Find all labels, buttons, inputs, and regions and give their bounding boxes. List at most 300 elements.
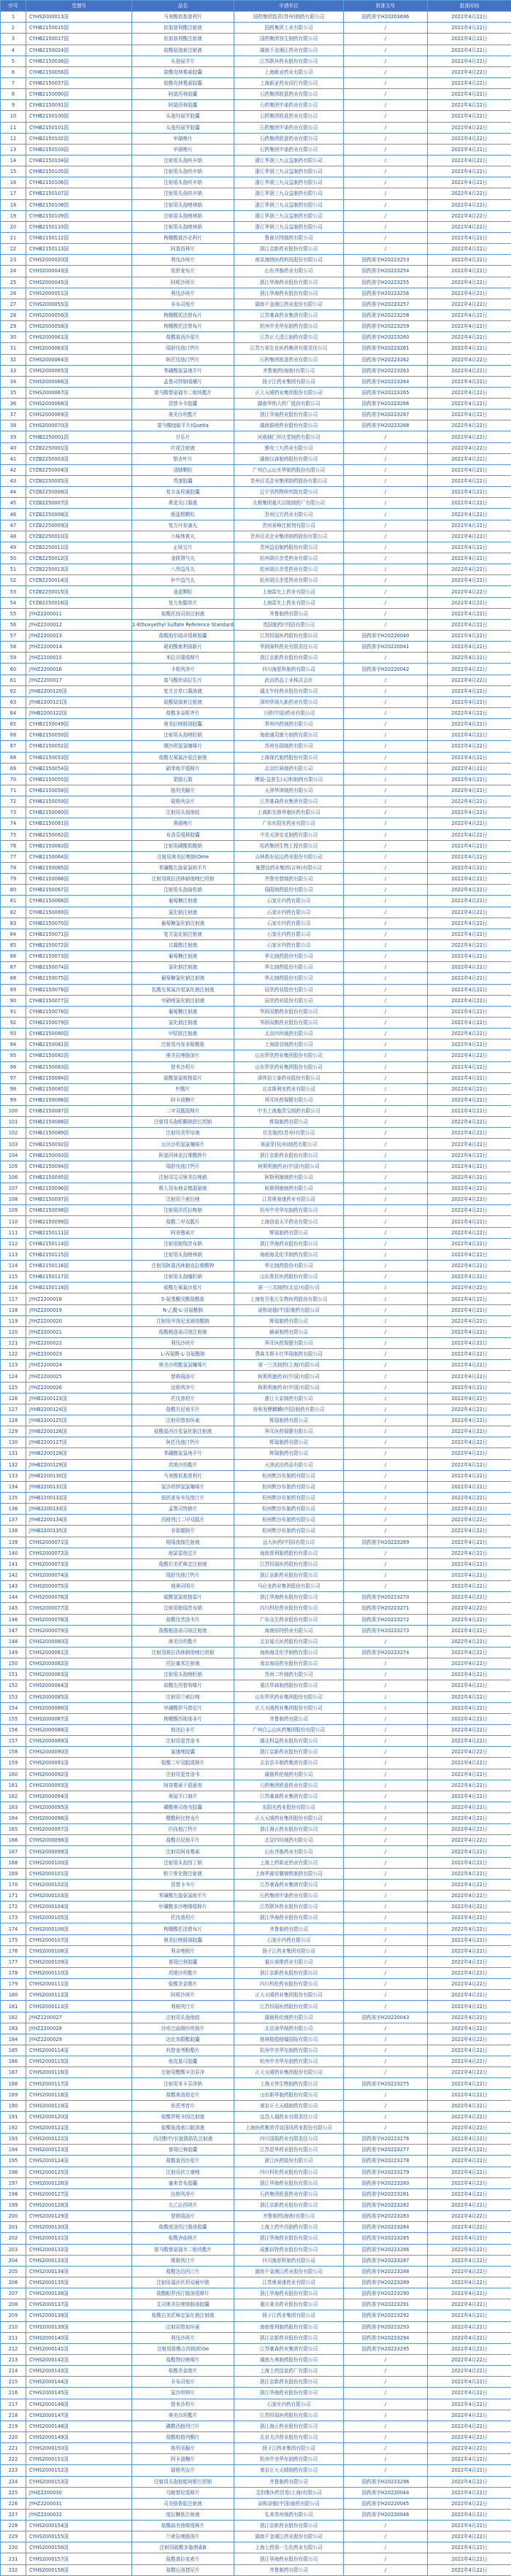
cell-applicant: 卫材(中国)药业有限公司 (234, 708, 344, 719)
cell-drug-name: 复方血栓通胶囊 (132, 487, 234, 498)
cell-applicant: 齐鲁制药有限公司 (234, 2564, 344, 2575)
cell-index: 11 (1, 122, 26, 133)
cell-index: 49 (1, 542, 26, 553)
cell-approval-no: / (344, 1702, 428, 1713)
table-row (1, 1791, 511, 1802)
cell-applicant: 浙江华润三九众益制药有限公司 (234, 210, 344, 221)
cell-drug-name: 注射用阿奇霉素 (132, 1846, 234, 1857)
table-row (1, 1581, 511, 1592)
cell-drug-name: 注射用头孢曲松钠 (132, 885, 234, 896)
cell-index: 101 (1, 1117, 26, 1128)
cell-approval-date: 2022年4月22日 (428, 653, 511, 664)
table-row (1, 1172, 511, 1183)
table-row (1, 266, 511, 277)
cell-acceptance-no: CYHS2000124国 (26, 2156, 132, 2166)
cell-approval-no: / (344, 2443, 428, 2454)
cell-drug-name: 盐酸贝尼地平片 (132, 1835, 234, 1846)
cell-approval-date: 2022年4月22日 (428, 1680, 511, 1691)
cell-approval-date: 2022年4月22日 (428, 696, 511, 707)
table-row (1, 708, 511, 719)
cell-approval-no: / (344, 1769, 428, 1780)
cell-index: 208 (1, 2299, 26, 2310)
cell-approval-date: 2022年4月22日 (428, 2089, 511, 2100)
cell-index: 7 (1, 77, 26, 88)
cell-acceptance-no: CYZB2250016国 (26, 597, 132, 608)
cell-index: 205 (1, 2266, 26, 2277)
cell-approval-date: 2022年4月22日 (428, 2177, 511, 2188)
table-row (1, 23, 511, 34)
table-row (1, 210, 511, 221)
cell-index: 130 (1, 1437, 26, 1448)
cell-acceptance-no: CYHB2150067国 (26, 885, 132, 896)
cell-applicant: 吉林敖东延边药业股份有限公司 (234, 851, 344, 862)
table-row (1, 2421, 511, 2431)
cell-approval-date: 2022年4月22日 (428, 2067, 511, 2078)
cell-applicant: 山东新华制药股份有限公司 (234, 2089, 344, 2100)
cell-drug-name: 5-氨基酮戊酸盐酸盐 (132, 1293, 234, 1304)
cell-acceptance-no: CYHS2000111国 (26, 1979, 132, 1990)
cell-applicant: 海南普利制药股份有限公司 (234, 2321, 344, 2332)
cell-approval-no: / (344, 476, 428, 487)
cell-applicant: 马应龙药业集团股份有限公司 (234, 1581, 344, 1592)
cell-approval-date: 2022年4月22日 (428, 674, 511, 685)
cell-approval-no: / (344, 1945, 428, 1956)
cell-approval-date: 2022年4月22日 (428, 1293, 511, 1304)
cell-acceptance-no: CYHS2000154国 (26, 2521, 132, 2531)
cell-approval-date: 2022年4月22日 (428, 1824, 511, 1835)
table-row (1, 2343, 511, 2354)
cell-applicant: 浙江华海药业股份有限公司 (234, 2177, 344, 2188)
cell-approval-date: 2022年4月22日 (428, 1879, 511, 1890)
cell-approval-no: / (344, 619, 428, 630)
cell-index: 88 (1, 973, 26, 984)
cell-approval-no: / (344, 597, 428, 608)
cell-approval-date: 2022年4月22日 (428, 1956, 511, 1967)
cell-approval-no: 国药准字H20223263 (344, 365, 428, 376)
cell-drug-name: 盐酸普拉克索片 (132, 2553, 234, 2564)
cell-index: 19 (1, 210, 26, 221)
cell-drug-name: 叶酸片 (132, 1083, 234, 1094)
table-row (1, 77, 511, 88)
cell-index: 196 (1, 2166, 26, 2177)
cell-applicant: 华北制药股份有限公司 (234, 973, 344, 984)
cell-acceptance-no: CYHS2000055国 (26, 299, 132, 309)
cell-applicant: 石家庄四药有限公司 (234, 918, 344, 928)
cell-applicant: 住友制药(苏州)有限公司 (234, 1128, 344, 1139)
cell-index: 29 (1, 321, 26, 332)
cell-applicant: 成都倍特药业股份有限公司 (234, 2244, 344, 2255)
table-row (1, 586, 511, 597)
cell-applicant: 浙江华海药业股份有限公司 (234, 2553, 344, 2564)
cell-applicant: 中美上海施贵宝制药有限公司 (234, 1106, 344, 1117)
cell-acceptance-no: CYHS2000090国 (26, 1747, 132, 1758)
cell-index: 191 (1, 2111, 26, 2122)
cell-applicant: 海南通用康力制药有限公司 (234, 730, 344, 741)
cell-approval-date: 2022年4月22日 (428, 1625, 511, 1636)
table-row (1, 288, 511, 299)
table-row (1, 741, 511, 752)
cell-acceptance-no: CYHS2000157国 (26, 2553, 132, 2564)
cell-approval-date: 2022年4月22日 (428, 1713, 511, 1724)
cell-approval-no: / (344, 1426, 428, 1437)
cell-applicant: 诺和诺德(中国)制药有限公司 (234, 2498, 344, 2509)
cell-approval-date: 2022年4月22日 (428, 1106, 511, 1117)
cell-approval-no: / (344, 133, 428, 144)
cell-approval-date: 2022年4月22日 (428, 2255, 511, 2266)
cell-approval-no: 国药准字H20223271 (344, 1603, 428, 1614)
cell-approval-date: 2022年4月22日 (428, 321, 511, 332)
table-row (1, 1724, 511, 1735)
cell-index: 169 (1, 1868, 26, 1879)
cell-approval-no: / (344, 1912, 428, 1923)
cell-approval-no: / (344, 1470, 428, 1481)
table-row (1, 1515, 511, 1526)
table-row (1, 1437, 511, 1448)
cell-approval-date: 2022年4月22日 (428, 2034, 511, 2045)
cell-drug-name: 盐酸曲美他嗪缓释片 (132, 2521, 234, 2531)
cell-approval-no: / (344, 34, 428, 45)
cell-approval-date: 2022年4月22日 (428, 730, 511, 741)
cell-acceptance-no: JYHZ2200012 (26, 619, 132, 630)
cell-applicant: 四川科伦药业股份有限公司 (234, 1979, 344, 1990)
cell-approval-no: / (344, 1979, 428, 1990)
cell-approval-no: 国药准字H20220044 (344, 2487, 428, 2498)
table-row (1, 1891, 511, 1902)
cell-drug-name: 甲磺酸伊马替尼片 (132, 1702, 234, 1713)
cell-applicant: 江苏恒瑞医药股份有限公司 (234, 631, 344, 642)
cell-approval-no: / (344, 2111, 428, 2122)
cell-approval-date: 2022年4月22日 (428, 2454, 511, 2465)
cell-index: 232 (1, 2564, 26, 2575)
cell-acceptance-no: CYHS2000058国 (26, 321, 132, 332)
cell-index: 24 (1, 266, 26, 277)
header-index: 序号 (1, 1, 26, 12)
cell-index: 110 (1, 1216, 26, 1227)
cell-drug-name: 阿奇霉素干混悬剂 (132, 1780, 234, 1791)
table-row (1, 2354, 511, 2365)
cell-approval-date: 2022年4月22日 (428, 2045, 511, 2056)
cell-drug-name: 利伐沙班片 (132, 1338, 234, 1349)
cell-approval-date: 2022年4月22日 (428, 1912, 511, 1923)
cell-acceptance-no: CYHS2000152国 (26, 2465, 132, 2476)
cell-applicant: 辉瑞制药有限公司 (234, 1415, 344, 1426)
table-row (1, 1061, 511, 1072)
table-row (1, 1272, 511, 1283)
cell-acceptance-no: JYHZ2200015 (26, 653, 132, 664)
cell-approval-date: 2022年4月22日 (428, 1360, 511, 1371)
cell-approval-date: 2022年4月22日 (428, 1614, 511, 1625)
cell-drug-name: 复方丹参滴丸 (132, 520, 234, 531)
cell-drug-name: 普瑞巴林胶囊 (132, 2145, 234, 2156)
cell-acceptance-no: CYHS2000135国 (26, 2277, 132, 2288)
cell-applicant: 辉瑞制药有限公司 (234, 1437, 344, 1448)
cell-acceptance-no: CYZB2250001国 (26, 442, 132, 453)
cell-approval-date: 2022年4月22日 (428, 2100, 511, 2111)
cell-index: 199 (1, 2199, 26, 2210)
cell-approval-date: 2022年4月22日 (428, 255, 511, 266)
cell-approval-no: / (344, 1526, 428, 1537)
cell-approval-no: / (344, 232, 428, 243)
table-row (1, 2531, 511, 2542)
cell-applicant: 杭州中美华东制药有限公司 (234, 2056, 344, 2067)
cell-applicant: 石药集团欧意药业有限公司 (234, 111, 344, 122)
cell-applicant: 常州四药制药有限公司 (234, 719, 344, 730)
cell-acceptance-no: CYHS2000056国 (26, 309, 132, 320)
cell-drug-name: 甲磺酸多沙唑嗪缓释片 (132, 1902, 234, 1912)
table-row (1, 299, 511, 309)
table-row (1, 1194, 511, 1205)
cell-approval-no: / (344, 1261, 428, 1272)
table-row (1, 2454, 511, 2465)
cell-acceptance-no: JYHB2200124国 (26, 1404, 132, 1415)
cell-index: 222 (1, 2454, 26, 2465)
cell-acceptance-no: CYHS2000075国 (26, 1581, 132, 1592)
cell-acceptance-no: CYHS2000156国 (26, 2542, 132, 2553)
cell-acceptance-no: CYHS2000118国 (26, 2089, 132, 2100)
cell-index: 47 (1, 520, 26, 531)
table-row (1, 1736, 511, 1747)
cell-drug-name: 氯化钠注射液 (132, 1017, 234, 1028)
cell-applicant: 武田药品工业株式会社 (234, 674, 344, 685)
table-row (1, 55, 511, 66)
table-row (1, 1083, 511, 1094)
cell-drug-name: 盐酸美金刚片 (132, 2366, 234, 2377)
cell-drug-name: L-丙氨酰-L-谷氨酰胺 (132, 1349, 234, 1360)
cell-applicant: 阿斯利康药业(中国)有限公司 (234, 1161, 344, 1172)
table-row (1, 1393, 511, 1404)
cell-drug-name: 注射用泮托拉唑钠 (132, 1205, 234, 1216)
cell-index: 123 (1, 1360, 26, 1371)
cell-acceptance-no: CYHB2150100国 (26, 111, 132, 122)
cell-applicant: 浙江京新药业股份有限公司 (234, 1569, 344, 1580)
cell-index: 77 (1, 851, 26, 862)
cell-index: 182 (1, 2012, 26, 2023)
cell-drug-name: 瑞格列奈片 (132, 2465, 234, 2476)
cell-acceptance-no: CYHB2150106国 (26, 177, 132, 188)
cell-approval-date: 2022年4月22日 (428, 2476, 511, 2487)
cell-approval-date: 2022年4月22日 (428, 2332, 511, 2343)
cell-index: 111 (1, 1227, 26, 1238)
cell-index: 33 (1, 365, 26, 376)
cell-index: 26 (1, 288, 26, 299)
cell-drug-name: 枸橼酸莫沙必利片 (132, 232, 234, 243)
table-row (1, 1625, 511, 1636)
cell-applicant: 上海新亚药业有限公司 (234, 66, 344, 77)
cell-applicant: 江苏联环药业股份有限公司 (234, 1902, 344, 1912)
cell-approval-no: / (344, 1326, 428, 1337)
cell-approval-date: 2022年4月22日 (428, 34, 511, 45)
cell-acceptance-no: CYHB2150060国 (26, 807, 132, 818)
cell-approval-date: 2022年4月22日 (428, 1891, 511, 1902)
cell-approval-date: 2022年4月22日 (428, 1902, 511, 1912)
cell-approval-date: 2022年4月22日 (428, 1128, 511, 1139)
cell-index: 82 (1, 907, 26, 918)
cell-applicant: 浙江京新药业股份有限公司 (234, 1968, 344, 1979)
cell-applicant: 齐鲁制药有限公司 (234, 1713, 344, 1724)
cell-approval-no: / (344, 553, 428, 564)
table-row (1, 553, 511, 564)
cell-applicant: 杭州胡庆余堂药业有限公司 (234, 553, 344, 564)
cell-acceptance-no: JYHZ2200014 (26, 642, 132, 653)
cell-applicant: 浙江华润三九众益制药有限公司 (234, 155, 344, 166)
cell-index: 142 (1, 1569, 26, 1580)
cell-approval-no: / (344, 1724, 428, 1735)
cell-applicant: 重庆莱美药业股份有限公司 (234, 2299, 344, 2310)
cell-index: 216 (1, 2388, 26, 2399)
cell-applicant: 中美天津史克制药有限公司 (234, 829, 344, 840)
cell-approval-date: 2022年4月22日 (428, 1094, 511, 1105)
cell-approval-no: 国药准字H20223293 (344, 2321, 428, 2332)
cell-acceptance-no: CYZB2250013国 (26, 564, 132, 575)
cell-drug-name: 头孢氨苄片 (132, 55, 234, 66)
cell-index: 93 (1, 1029, 26, 1039)
cell-approval-no: / (344, 1216, 428, 1227)
cell-applicant: 浙江京新药业股份有限公司 (234, 2332, 344, 2343)
cell-approval-no: / (344, 1824, 428, 1835)
cell-approval-no: / (344, 487, 428, 498)
cell-applicant: 浙江医药股份有限公司 (234, 2156, 344, 2166)
cell-approval-date: 2022年4月22日 (428, 2521, 511, 2531)
table-row (1, 796, 511, 807)
cell-index: 152 (1, 1680, 26, 1691)
cell-acceptance-no: CYHS2000097国 (26, 1824, 132, 1835)
cell-index: 181 (1, 2001, 26, 2012)
cell-applicant: 北京四环制药有限公司 (234, 1029, 344, 1039)
cell-approval-date: 2022年4月22日 (428, 1592, 511, 1603)
cell-applicant: 湖南九典制药股份有限公司 (234, 2354, 344, 2365)
table-row (1, 2366, 511, 2377)
cell-applicant: 深圳华润九新药业有限公司 (234, 696, 344, 707)
cell-drug-name: 葡萄糖氯化钠注射液 (132, 918, 234, 928)
cell-applicant: 湖南洞庭药业股份有限公司 (234, 420, 344, 431)
table-header-row (1, 1, 511, 12)
table-row (1, 1868, 511, 1879)
cell-applicant: 山东鲁抗医药股份有限公司 (234, 1272, 344, 1283)
cell-drug-name: 注射用更昔洛韦 (132, 1769, 234, 1780)
cell-applicant: 艾伯维医药贸易(上海)有限公司 (234, 2487, 344, 2498)
cell-applicant: 湖南科伦制药有限公司 (234, 1769, 344, 1780)
table-row (1, 664, 511, 674)
cell-approval-no: / (344, 2553, 428, 2564)
table-row (1, 277, 511, 288)
cell-index: 46 (1, 509, 26, 520)
table-row (1, 2199, 511, 2210)
cell-index: 218 (1, 2410, 26, 2421)
cell-drug-name: 奥美拉唑肠溶胶囊 (132, 1934, 234, 1945)
cell-approval-date: 2022年4月22日 (428, 100, 511, 111)
cell-index: 31 (1, 343, 26, 354)
cell-acceptance-no: CYHS2000153国 (26, 2476, 132, 2487)
cell-index: 87 (1, 962, 26, 973)
cell-drug-name: 兰索拉唑肠溶片 (132, 2531, 234, 2542)
cell-approval-no: / (344, 951, 428, 962)
cell-index: 112 (1, 1238, 26, 1249)
cell-index: 62 (1, 685, 26, 696)
cell-approval-no: / (344, 111, 428, 122)
cell-acceptance-no: CYHS2000088国 (26, 1724, 132, 1735)
cell-index: 203 (1, 2244, 26, 2255)
cell-applicant: 拜耳医药保健有限公司 (234, 1094, 344, 1105)
table-row (1, 453, 511, 464)
cell-applicant: 上海上药新亚药业有限公司 (234, 1857, 344, 1868)
cell-index: 148 (1, 1636, 26, 1647)
cell-index: 108 (1, 1194, 26, 1205)
cell-approval-date: 2022年4月22日 (428, 1923, 511, 1934)
cell-applicant: 杭州默沙东制药有限公司 (234, 1504, 344, 1515)
cell-index: 74 (1, 818, 26, 829)
table-row (1, 1934, 511, 1945)
table-row (1, 1029, 511, 1039)
cell-drug-name: 马来酸依那普利片 (132, 1470, 234, 1481)
cell-applicant: 齐鲁制药有限公司 (234, 1923, 344, 1934)
cell-approval-no: 国药准字H20223275 (344, 2078, 428, 2089)
cell-approval-no: 国药准字H20223292 (344, 2310, 428, 2321)
cell-applicant: 江苏恒瑞医药股份有限公司 (234, 2410, 344, 2421)
cell-index: 16 (1, 177, 26, 188)
cell-applicant: 赛诺菲(杭州)制药有限公司 (234, 1139, 344, 1150)
cell-applicant: 上海雷允上药业有限公司 (234, 597, 344, 608)
cell-approval-date: 2022年4月22日 (428, 1227, 511, 1238)
cell-approval-no: / (344, 1758, 428, 1769)
cell-index: 162 (1, 1791, 26, 1802)
table-row (1, 951, 511, 962)
cell-approval-date: 2022年4月22日 (428, 2443, 511, 2454)
cell-applicant: 扬子江药业集团有限公司 (234, 1945, 344, 1956)
cell-acceptance-no: CYHS2000132国 (26, 2244, 132, 2255)
cell-approval-date: 2022年4月22日 (428, 2166, 511, 2177)
cell-drug-name: 注射用磷酸肌酸钠 (132, 840, 234, 851)
cell-approval-date: 2022年4月22日 (428, 2410, 511, 2421)
table-row (1, 2542, 511, 2553)
cell-approval-no: 国药准字H20223254 (344, 266, 428, 277)
cell-applicant: 东阳光药业股份有限公司 (234, 1802, 344, 1812)
cell-acceptance-no: CYHB2150115国 (26, 1249, 132, 1260)
cell-acceptance-no: CYHB2150024国 (26, 45, 132, 55)
cell-applicant: 第一三共制药(北京)有限公司 (234, 1283, 344, 1293)
cell-approval-date: 2022年4月22日 (428, 133, 511, 144)
cell-index: 97 (1, 1072, 26, 1083)
cell-index: 226 (1, 2498, 26, 2509)
cell-drug-name: 达格列净片 (132, 2188, 234, 2199)
cell-applicant: 礼来苏州制药有限公司 (234, 2509, 344, 2520)
cell-applicant: 重庆赛维药业有限公司 (234, 1956, 344, 1967)
cell-applicant: 上海新先锋华康医药有限公司 (234, 807, 344, 818)
cell-approval-date: 2022年4月22日 (428, 288, 511, 299)
table-row (1, 829, 511, 840)
cell-index: 117 (1, 1293, 26, 1304)
cell-index: 204 (1, 2255, 26, 2266)
table-row (1, 2111, 511, 2122)
cell-applicant: 太极集团重庆涪陵制药厂有限公司 (234, 498, 344, 509)
cell-acceptance-no: JYHB2200129国 (26, 1459, 132, 1470)
cell-acceptance-no: CYHB2150087国 (26, 1106, 132, 1117)
cell-approval-no: / (344, 1161, 428, 1172)
cell-index: 209 (1, 2310, 26, 2321)
cell-drug-name: 注射用奥美拉唑钠(Ome (132, 851, 234, 862)
table-row (1, 354, 511, 365)
cell-applicant: 正大天晴药业集团股份有限公司 (234, 387, 344, 398)
cell-drug-name: 头孢羟氨苄胶囊 (132, 111, 234, 122)
cell-acceptance-no: CYHS2000074国 (26, 1569, 132, 1580)
cell-drug-name: 磷酸奥司他韦胶囊 (132, 1802, 234, 1812)
cell-approval-no: / (344, 653, 428, 664)
cell-drug-name: 利伐沙班片 (132, 288, 234, 299)
cell-index: 144 (1, 1592, 26, 1603)
cell-applicant: 浙江大冢制药有限公司 (234, 1393, 344, 1404)
cell-drug-name: 恩替卡韦胶囊 (132, 399, 234, 410)
cell-drug-name: 盐酸贝尼地平片 (132, 1404, 234, 1415)
table-row (1, 973, 511, 984)
